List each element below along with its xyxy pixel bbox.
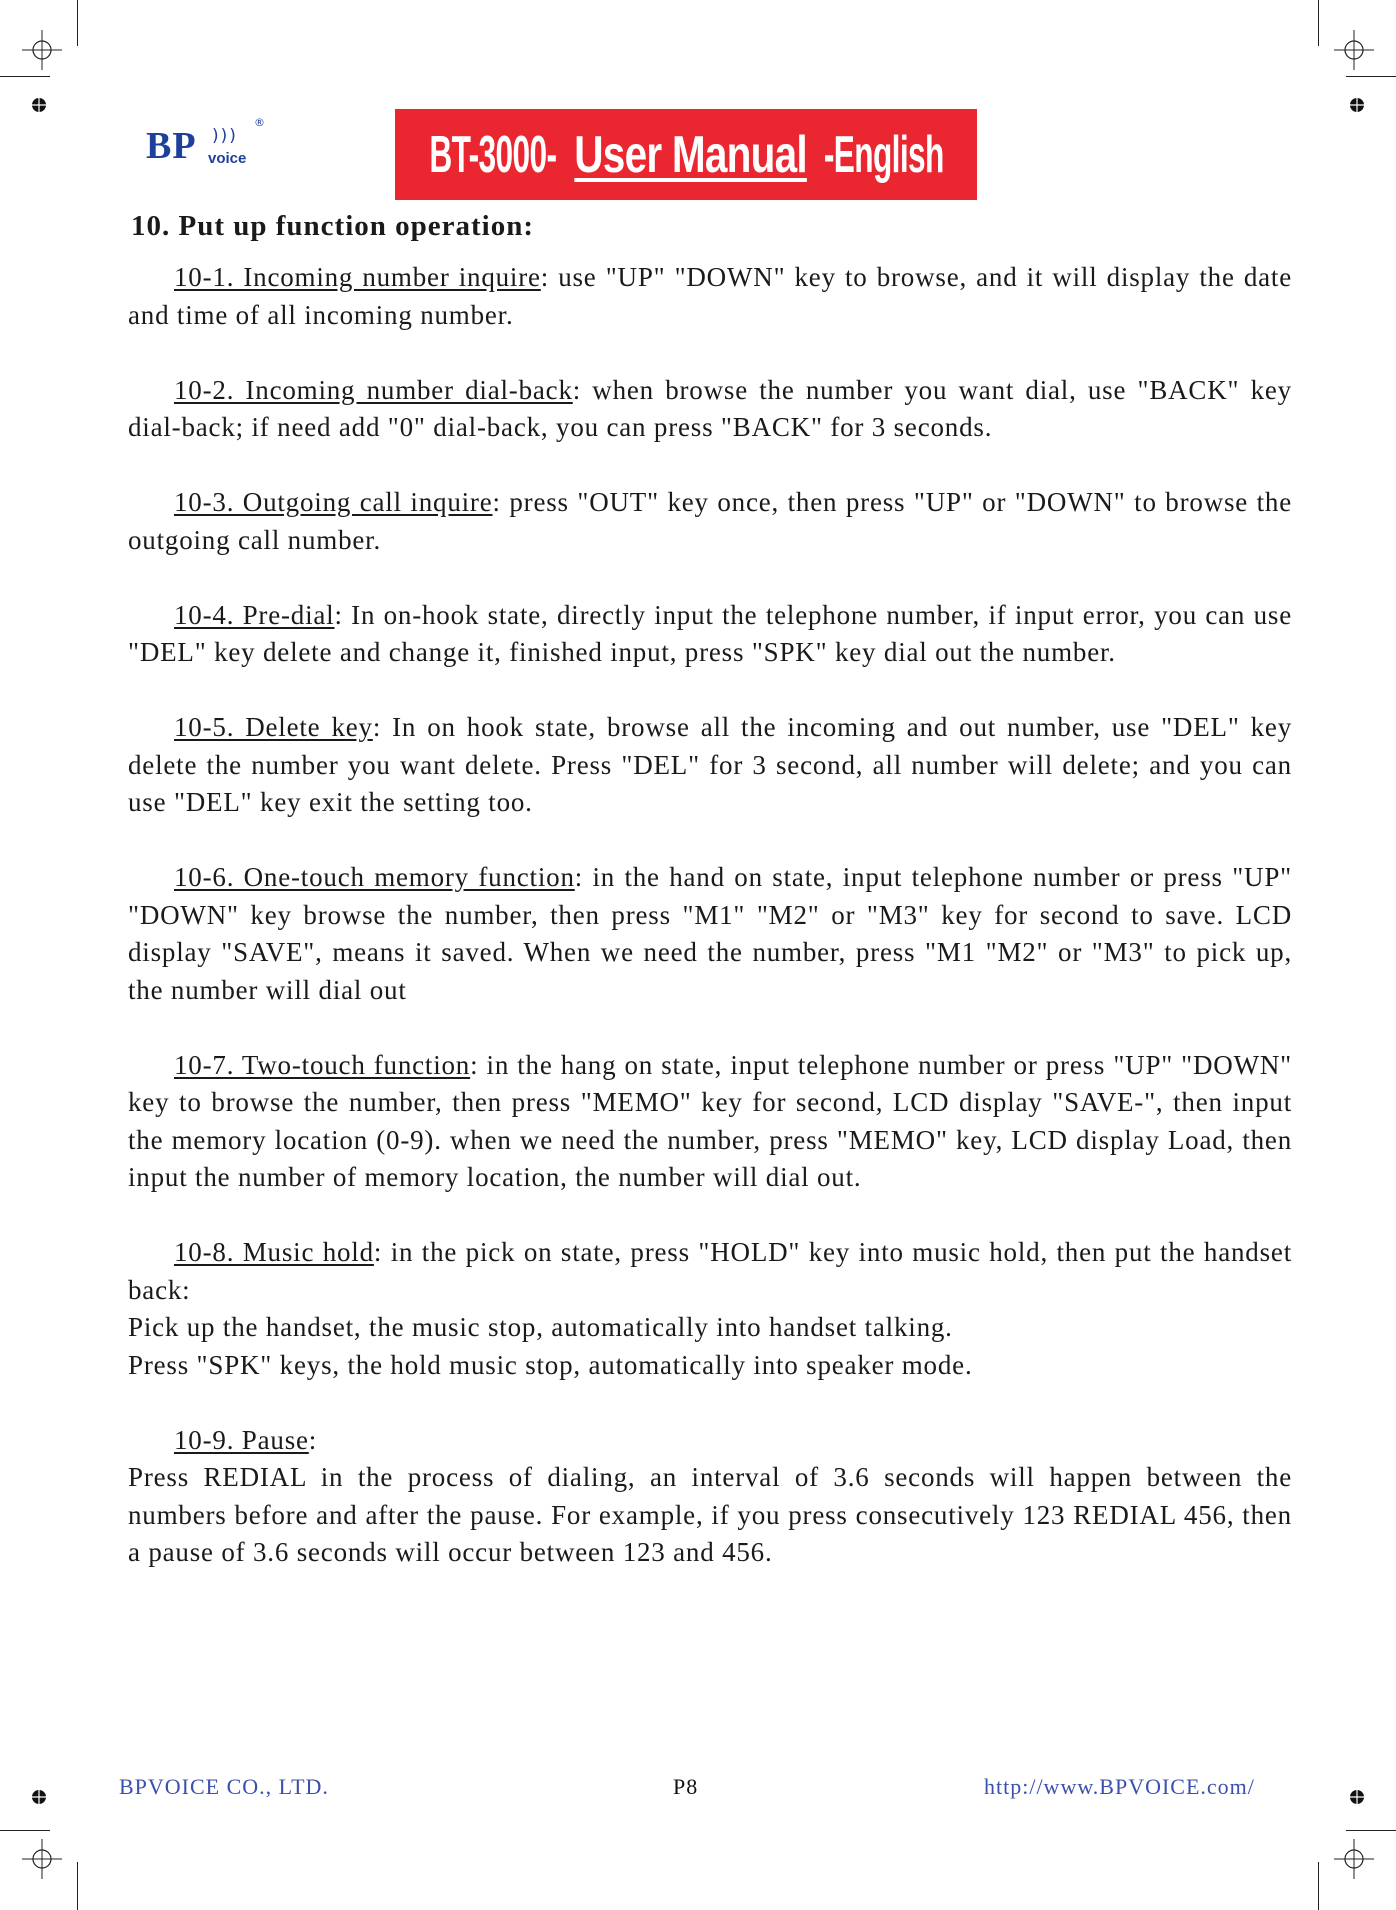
title-language: -English xyxy=(823,125,944,184)
item-label: 10-3. Outgoing call inquire xyxy=(174,487,493,517)
registration-dot-bottom-left xyxy=(28,1786,50,1808)
crosshair-mark-bottom-right xyxy=(1334,1839,1374,1879)
registration-dot-bottom-right xyxy=(1346,1786,1368,1808)
footer-page-number: P8 xyxy=(673,1774,699,1799)
crop-line-right-bottom xyxy=(1346,1830,1396,1831)
crop-line-left-bottom xyxy=(0,1830,50,1831)
item-text: : xyxy=(308,1424,318,1455)
item-text: : in the pick on state, press "HOLD" key into music hold, then put the handset back: xyxy=(128,1237,1292,1305)
item-label: 10-9. Pause xyxy=(174,1424,309,1455)
item-text: : use "UP" "DOWN" key to browse, and it will display the date and time of all incoming number. xyxy=(128,262,1292,330)
registration-dot-top-right xyxy=(1346,94,1368,116)
item-text: : press "OUT" key once, then press "UP" or "DOWN" to browse the outgoing call number. xyxy=(128,487,1293,555)
logo-brand: BP xyxy=(146,125,197,167)
item-10-6 xyxy=(128,859,1292,1009)
title-model: BT-3000- xyxy=(429,125,557,184)
item-10-2 xyxy=(128,372,1292,447)
item-text: : in the hang on state, input telephone number or press "UP" "DOWN" key to browse the number, then press "MEMO" key for second, LCD display "SAVE-", then input the memory location (0-9). when we need the number, press "MEMO" key, LCD display Load, then input the number of memory location, the number will dial out. xyxy=(128,1049,1293,1192)
item-10-8 xyxy=(128,1234,1292,1384)
crop-line-left-top xyxy=(0,76,50,77)
footer-url[interactable]: http://www.BPVOICE.com/ xyxy=(984,1774,1255,1799)
item-extra-line: Press "SPK" keys, the hold music stop, automatically into speaker mode. xyxy=(128,1349,973,1380)
item-label: 10-1. Incoming number inquire xyxy=(174,262,541,292)
crop-line-bottom-left xyxy=(77,1862,78,1910)
item-label: 10-5. Delete key xyxy=(174,712,373,742)
item-text: : In on hook state, browse all the incoming and out number, use "DEL" key delete the number you want delete. Press "DEL" for 3 second, all number will delete; and you can use "DEL" key exit the setting too. xyxy=(128,712,1292,817)
item-10-3 xyxy=(128,484,1292,559)
crop-line-top-right xyxy=(1318,0,1319,46)
crop-line-right-top xyxy=(1346,76,1396,77)
item-text: : In on-hook state, directly input the telephone number, if input error, you can use "DEL" key delete and change it, finished input, press "SPK" key dial out the number. xyxy=(128,599,1292,667)
logo-registered-mark: ® xyxy=(254,116,265,129)
crop-line-bottom-right xyxy=(1318,1862,1319,1910)
crosshair-mark-top-right xyxy=(1334,30,1374,70)
title-manual: User Manual xyxy=(574,125,807,184)
footer-company: BPVOICE CO., LTD. xyxy=(119,1774,329,1799)
item-10-4 xyxy=(128,597,1292,672)
crosshair-mark-top-left xyxy=(22,30,62,70)
item-extra-line: Pick up the handset, the music stop, automatically into handset talking. xyxy=(128,1312,953,1342)
section-title: 10. Put up function operation: xyxy=(131,210,535,242)
item-text: : when browse the number you want dial, use "BACK" key dial-back; if need add "0" dial-back, you can press "BACK" for 3 seconds. xyxy=(128,374,1292,442)
item-label: 10-7. Two-touch function xyxy=(174,1049,471,1080)
item-label: 10-4. Pre-dial xyxy=(174,599,335,630)
sound-waves-icon: ))) xyxy=(212,126,238,146)
item-label: 10-6. One-touch memory function xyxy=(174,862,575,892)
registration-dot-top-left xyxy=(28,94,50,116)
item-10-9 xyxy=(128,1422,1292,1572)
item-10-5 xyxy=(128,709,1292,822)
manual-title-banner xyxy=(395,109,977,200)
item-label: 10-2. Incoming number dial-back xyxy=(174,374,573,405)
item-10-1 xyxy=(128,259,1292,334)
item-label: 10-8. Music hold xyxy=(174,1237,374,1267)
item-10-7 xyxy=(128,1047,1292,1197)
crop-line-top-left xyxy=(77,0,78,46)
item-body: Press REDIAL in the process of dialing, an interval of 3.6 seconds will happen between the numbers before and after the pause. For example, if you press consecutively 123 REDIAL 456, then a pause of 3.6 seconds will occur between 123 and 456. xyxy=(128,1462,1292,1567)
item-text: : in the hand on state, input telephone number or press "UP" "DOWN" key browse the number, then press "M1" "M2" or "M3" key for second to save. LCD display "SAVE", means it saved. When we need the number, press "M1 "M2" or "M3" to pick up, the number will dial out xyxy=(128,862,1292,1005)
crosshair-mark-bottom-left xyxy=(22,1839,62,1879)
section-content xyxy=(128,259,1292,1572)
logo-sub: voice xyxy=(208,150,247,167)
